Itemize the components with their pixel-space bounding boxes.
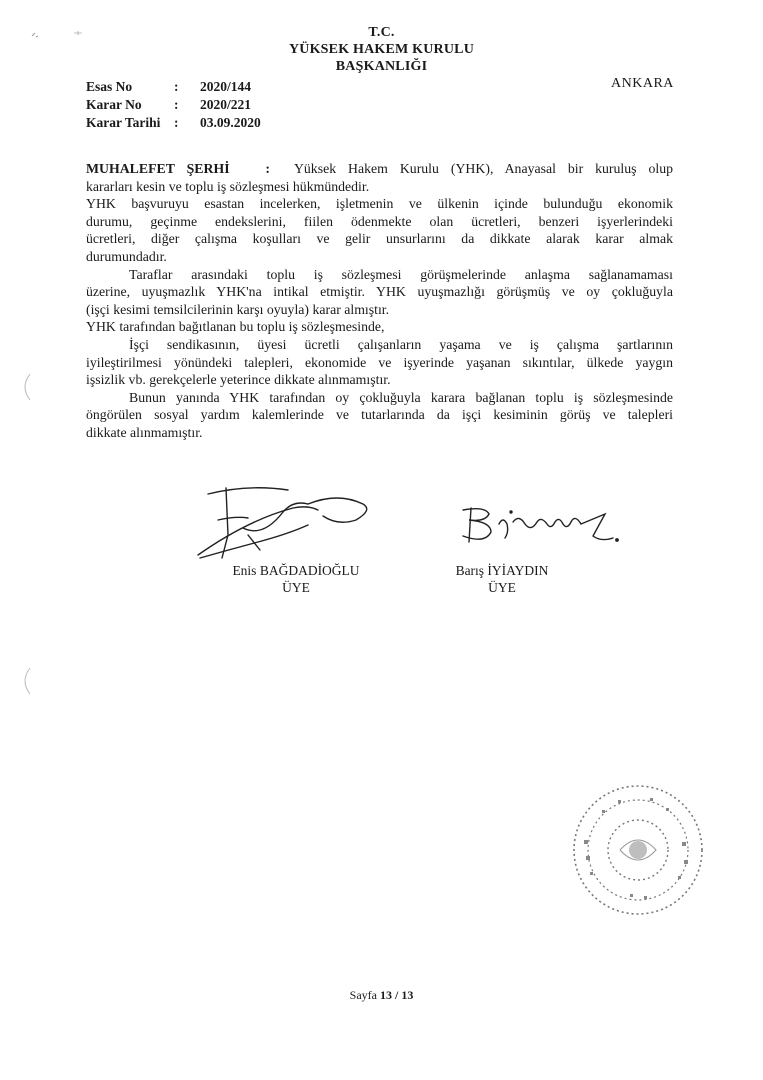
header-presidency: BAŞKANLIĞI <box>335 59 428 74</box>
scan-mark <box>18 372 32 402</box>
body-line: Bunun yanında YHK tarafından oy çokluğuyla karara bağlanan toplu iş sözleşmesinde <box>129 389 673 405</box>
karar-label: Karar No <box>86 97 142 112</box>
page-number: 13 / 13 <box>379 988 414 1002</box>
body-line: iyileştirilmesi yönündeki talepleri, ekonomide ve işyerinde yaşanan sıkıntılar, ülkede yaygın <box>86 354 673 370</box>
official-seal <box>570 782 706 918</box>
signature-enis <box>188 480 388 570</box>
karar-value: 2020/221 <box>200 97 252 112</box>
city-label: ANKARA <box>611 76 674 91</box>
body-line: üzerine, uyuşmazlık YHK'na intikal etmiştir. YHK uyuşmazlığı görüşmüş ve oy çokluğuyla <box>86 284 673 300</box>
signer-name: Barış İYİAYDIN <box>455 563 549 578</box>
separator: : <box>174 115 179 130</box>
body-line: Taraflar arasındaki toplu iş sözleşmesi görüşmelerinde anlaşma sağlanamaması <box>129 266 673 282</box>
title-separator: : <box>265 161 271 176</box>
scan-mark <box>18 666 32 696</box>
header-institution: YÜKSEK HAKEM KURULU <box>288 42 475 57</box>
body-text: Yüksek Hakem Kurulu (YHK), Anayasal bir kuruluş olup <box>293 161 674 176</box>
signer-role: ÜYE <box>488 580 516 595</box>
karar-row <box>86 97 261 115</box>
document-body <box>86 160 673 442</box>
signature-block-enis <box>218 563 374 597</box>
separator: : <box>174 79 179 94</box>
body-line: YHK tarafından bağıtlanan bu toplu iş sözleşmesinde, <box>86 319 385 335</box>
body-line: öngörülen sosyal yardım kalemlerinde ve tutarlarında da işçi kesiminin görüş ve talepleri <box>86 407 673 423</box>
body-line: İşçi sendikasının, üyesi ücretli çalışanların yaşama ve iş çalışma şartlarının <box>129 336 673 352</box>
signer-role: ÜYE <box>282 580 310 595</box>
body-line: kararları kesin ve toplu iş sözleşmesi hükmündedir. <box>86 178 370 194</box>
dissent-title: MUHALEFET ŞERHİ <box>86 161 230 176</box>
header-tc: T.C. <box>368 25 395 40</box>
tarih-label: Karar Tarihi <box>86 115 161 130</box>
signer-name: Enis BAĞDADİOĞLU <box>232 563 360 578</box>
esas-value: 2020/144 <box>200 79 252 94</box>
body-line: dikkate alınmamıştır. <box>86 424 203 440</box>
esas-row <box>86 79 261 97</box>
body-line: işsizlik vb. gerekçelerle yeterince dikkate alınmamıştır. <box>86 372 391 388</box>
body-line: durumu, geçinme endekslerini, fiilen ödenmekte olan ücretleri, benzeri işyerlerindeki <box>86 213 673 229</box>
case-metadata <box>86 79 261 133</box>
body-line: durumundadır. <box>86 248 167 264</box>
signature-baris <box>455 502 635 552</box>
tarih-value: 03.09.2020 <box>200 115 261 130</box>
body-line: YHK başvuruyu esastan incelerken, işletmenin ve ülkenin içinde bulunduğu ekonomik <box>86 196 673 212</box>
body-line <box>86 160 673 178</box>
tarih-row <box>86 115 261 133</box>
page-footer <box>0 988 763 1003</box>
separator: : <box>174 97 179 112</box>
body-line: (işçi kesimi temsilcilerinin karşı oyuyla) karar almıştır. <box>86 301 390 317</box>
page-prefix: Sayfa <box>349 988 377 1002</box>
esas-label: Esas No <box>86 79 133 94</box>
signature-block-baris <box>434 563 570 597</box>
body-line: ücretleri, diğer çalışma koşulları ve gelir unsurlarını da dikkate alarak karar almak <box>86 231 673 247</box>
